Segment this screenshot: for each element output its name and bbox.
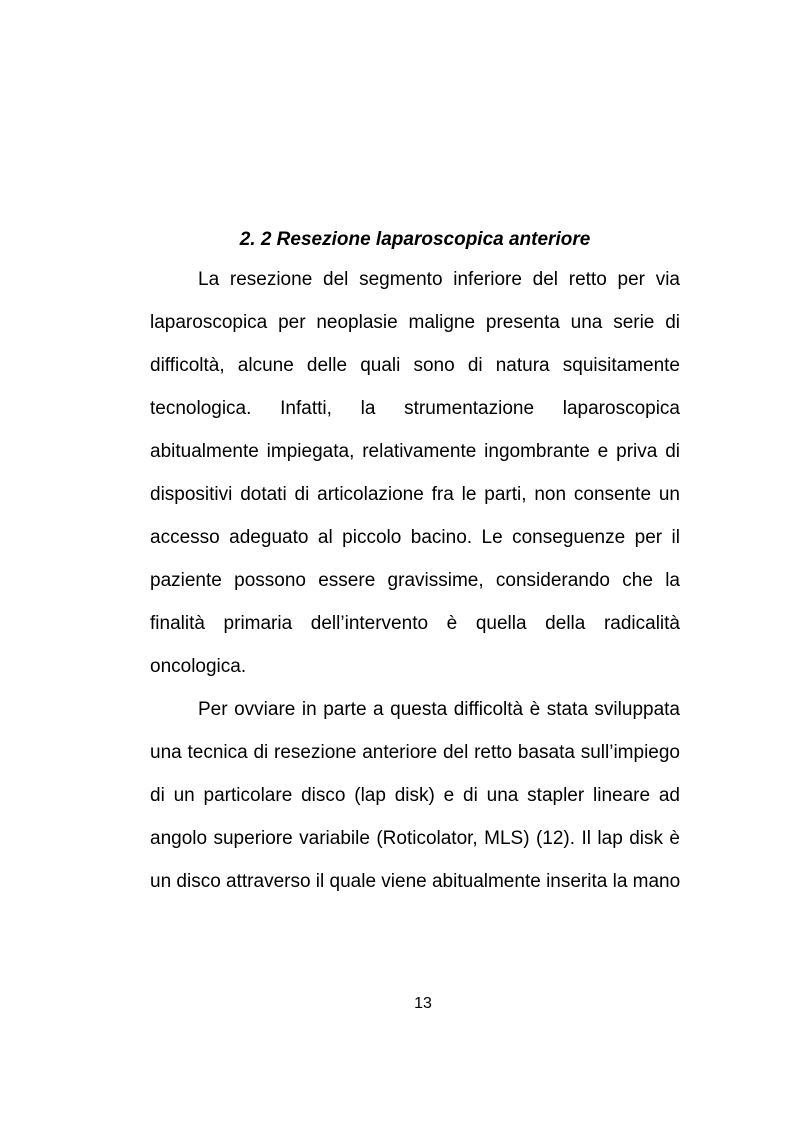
text-line: difficoltà, alcune delle quali sono di natura squisitamente bbox=[150, 355, 680, 376]
text-line: una tecnica di resezione anteriore del retto basata sull’impiego bbox=[150, 742, 680, 763]
text-line: La resezione del segmento inferiore del retto per via bbox=[198, 269, 680, 290]
text-line: abitualmente impiegata, relativamente ingombrante e priva di bbox=[150, 441, 680, 462]
text-line: paziente possono essere gravissime, considerando che la bbox=[150, 570, 680, 591]
section-title: 2. 2 Resezione laparoscopica anteriore bbox=[239, 229, 591, 250]
text-line: angolo superiore variabile (Roticolator, MLS) (12). Il lap disk è bbox=[150, 828, 680, 849]
text-line: accesso adeguato al piccolo bacino. Le conseguenze per il bbox=[150, 527, 680, 548]
text-line: Per ovviare in parte a questa difficoltà è stata sviluppata bbox=[198, 699, 680, 720]
text-line: tecnologica. Infatti, la strumentazione laparoscopica bbox=[150, 398, 680, 419]
paragraph bbox=[150, 258, 680, 688]
text-line: dispositivi dotati di articolazione fra le parti, non consente un bbox=[150, 484, 680, 505]
page-number: 13 bbox=[414, 995, 432, 1012]
text-line: laparoscopica per neoplasie maligne presenta una serie di bbox=[150, 312, 680, 333]
text-line: oncologica. bbox=[150, 656, 247, 677]
text-line: un disco attraverso il quale viene abitualmente inserita la mano bbox=[150, 871, 681, 892]
body-text bbox=[150, 258, 680, 903]
text-line: finalità primaria dell’intervento è quella della radicalità bbox=[150, 613, 680, 634]
text-line: di un particolare disco (lap disk) e di una stapler lineare ad bbox=[150, 785, 680, 806]
paragraph bbox=[150, 688, 680, 903]
